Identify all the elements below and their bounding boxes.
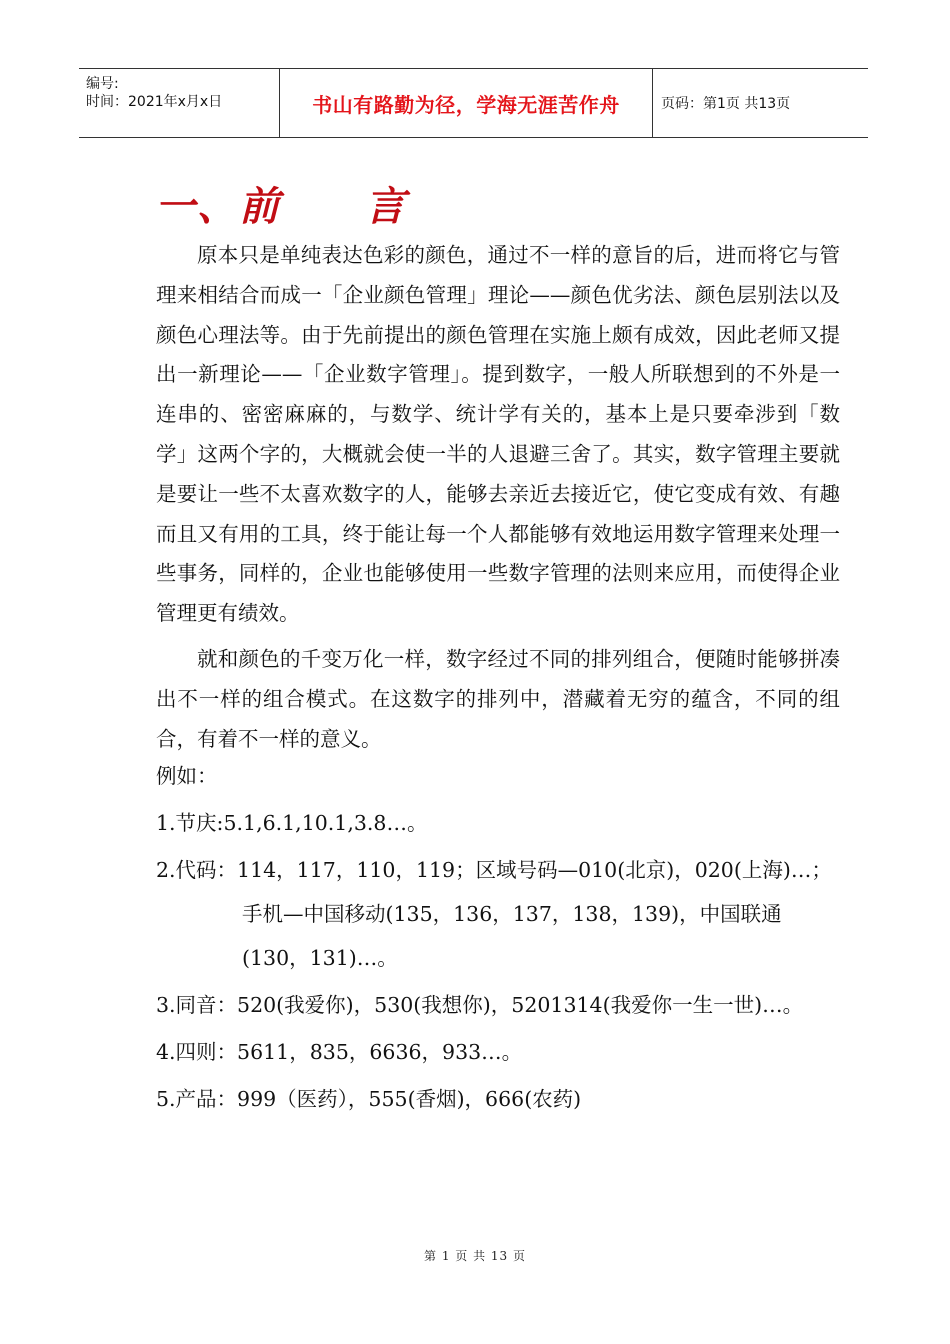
page-header xyxy=(79,68,868,138)
header-meta-cell xyxy=(79,69,280,137)
list-item: 5.产品：999（医药），555(香烟)，666(农药) xyxy=(156,1087,582,1112)
header-motto: 书山有路勤为径，学海无涯苦作舟 xyxy=(280,69,653,137)
list-item: 2.代码：114，117，110，119；区域号码—010(北京)，020(上海)…；手机—中国移动(135，136，137，138，139)，中国联通(130，131)…。 xyxy=(156,858,832,971)
document-time-label: 时间：2021年x月x日 xyxy=(86,94,223,110)
list-item: 3.同音：520(我爱你)，530(我想你)，5201314(我爱你一生一世)…。 xyxy=(156,993,804,1018)
paragraph-intro: 原本只是单纯表达色彩的颜色，通过不一样的意旨的后，进而将它与管理来相结合而成一「企业颜色管理」理论——颜色优劣法、颜色层别法以及颜色心理法等。由于先前提出的颜色管理在实施上颇有成效，因此老师又提出一新理论——「企业数字管理」。提到数字，一般人所联想到的不外是一连串的、密密麻麻的，与数学、统计学有关的，基本上是只要牵涉到「数学」这两个字的，大概就会使一半的人退避三舍了。其实，数字管理主要就是要让一些不太喜欢数字的人，能够去亲近去接近它，使它变成有效、有趣而且又有用的工具，终于能让每一个人都能够有效地运用数字管理来处理一些事务，同样的，企业也能够使用一些数字管理的法则来应用，而使得企业管理更有绩效。 xyxy=(156,243,840,626)
document-number-label: 编号: xyxy=(86,76,119,92)
list-item: 4.四则：5611，835，6636，933…。 xyxy=(156,1040,523,1065)
example-label: 例如： xyxy=(156,764,218,789)
header-page-info: 页码：第1页 共13页 xyxy=(661,96,791,112)
document-body xyxy=(156,236,840,1135)
paragraph-combination: 就和颜色的千变万化一样，数字经过不同的排列组合，便随时能够拼凑出不一样的组合模式。在这数字的排列中，潜藏着无穷的蕴含，不同的组合，有着不一样的意义。 xyxy=(156,646,840,751)
list-item: 1.节庆:5.1,6.1,10.1,3.8…。 xyxy=(156,811,428,836)
section-title: 一、前 言 xyxy=(155,184,407,230)
page-footer: 第 1 页 共 13 页 xyxy=(424,1249,526,1263)
